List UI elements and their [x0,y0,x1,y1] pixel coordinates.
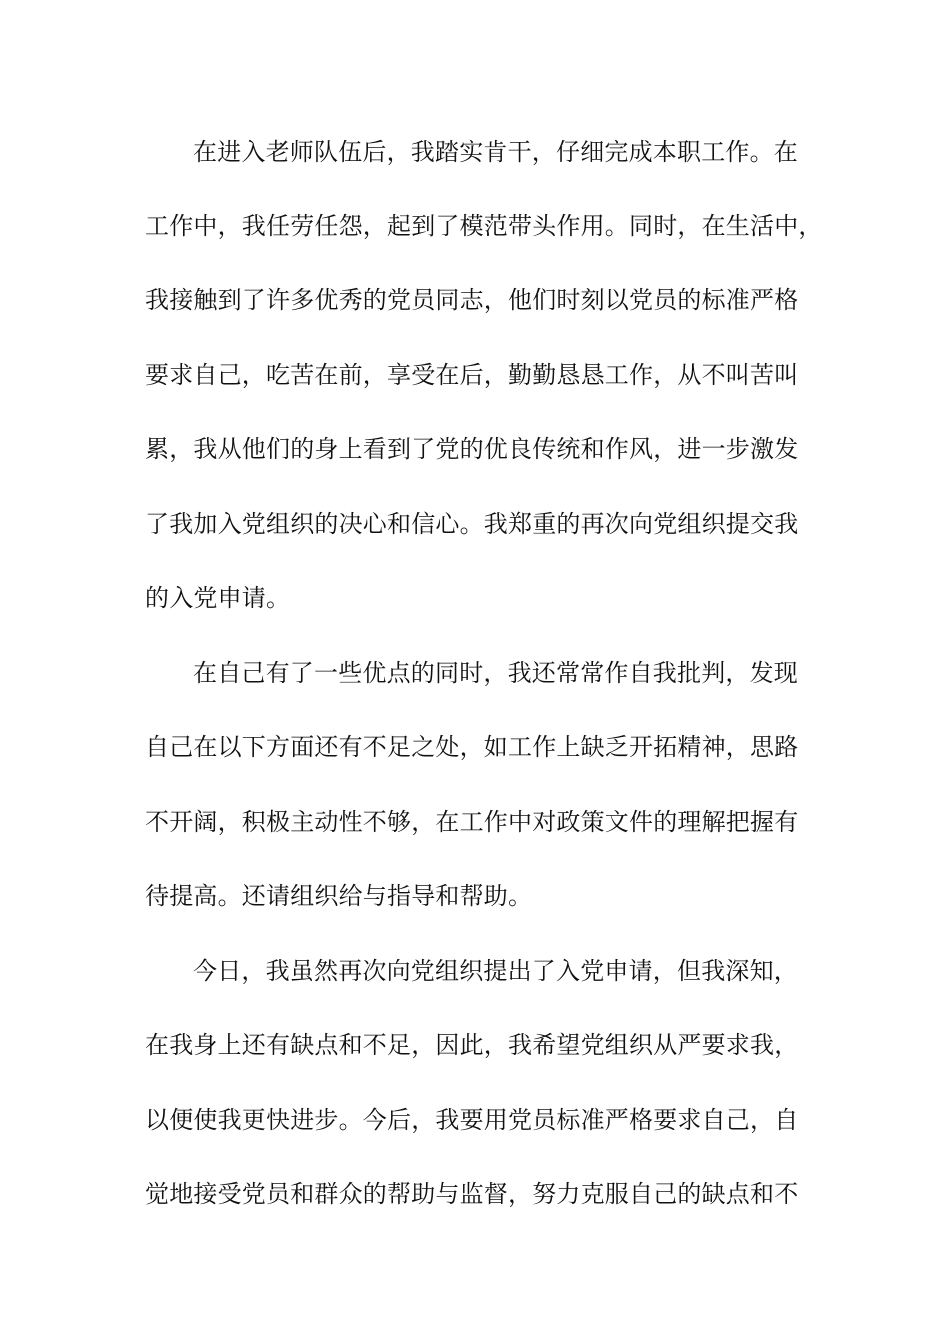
text-line: 的入党申请。 [145,584,291,612]
text-line: 我接触到了许多优秀的党员同志，他们时刻以党员的标准严格 [145,286,799,314]
text-line: 不开阔，积极主动性不够，在工作中对政策文件的理解把握有 [145,808,799,836]
text-line: 以便使我更快进步。今后，我要用党员标准严格要求自己，自 [145,1106,799,1134]
text-line: 觉地接受党员和群众的帮助与监督，努力克服自己的缺点和不 [145,1180,799,1208]
text-line: 今日，我虽然再次向党组织提出了入党申请，但我深知， [193,957,798,985]
text-line: 待提高。还请组织给与指导和帮助。 [145,882,533,910]
text-line: 了我加入党组织的决心和信心。我郑重的再次向党组织提交我 [145,510,799,538]
text-line: 要求自己，吃苦在前，享受在后，勤勤恳恳工作，从不叫苦叫 [145,361,799,389]
text-line: 在自己有了一些优点的同时，我还常常作自我批判，发现 [193,659,798,687]
text-line: 在我身上还有缺点和不足，因此，我希望党组织从严要求我， [145,1031,799,1059]
text-line: 工作中，我任劳任怨，起到了模范带头作用。同时，在生活中， [145,212,823,240]
text-line: 自己在以下方面还有不足之处，如工作上缺乏开拓精神，思路 [145,733,799,761]
text-line: 在进入老师队伍后，我踏实肯干，仔细完成本职工作。在 [193,138,798,166]
text-line: 累，我从他们的身上看到了党的优良传统和作风，进一步激发 [145,435,799,463]
